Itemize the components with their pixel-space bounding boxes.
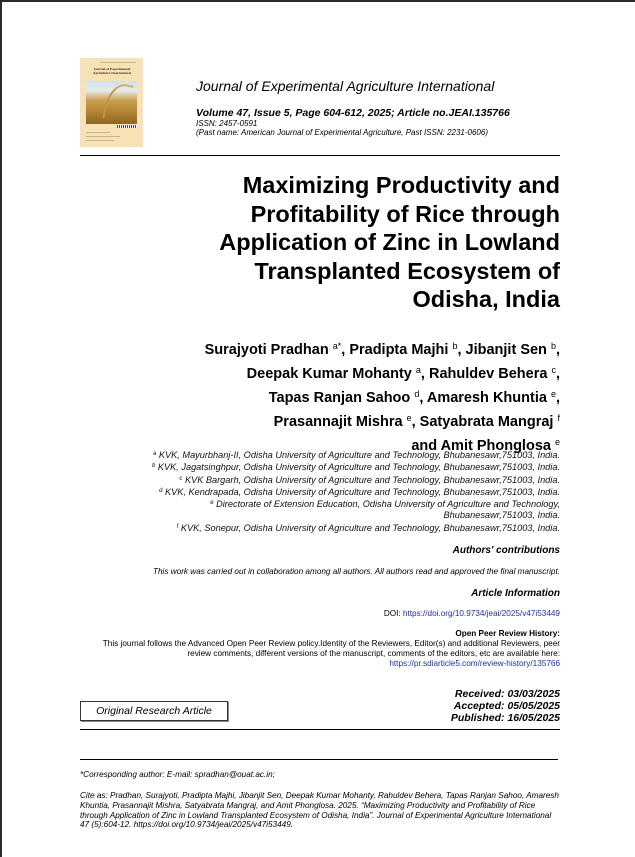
affiliation-marker: a*: [332, 341, 342, 351]
separator: ,: [555, 342, 560, 358]
author-line: [90, 408, 560, 432]
article-type-badge: Original Research Article: [80, 701, 228, 721]
volume-info: Volume 47, Issue 5, Page 604-612, 2025; Article no.JEAI.135766: [196, 107, 510, 119]
peer-review-link[interactable]: https://pr.sdiarticle5.com/review-history/135766: [389, 659, 560, 668]
title-line: Transplanted Ecosystem of: [254, 257, 560, 284]
affiliation-text: KVK, Mayurbhanj-II, Odisha University of Agriculture and Technology, Bhubanesawr,751003, India.: [158, 450, 560, 460]
affiliation-text: KVK Bargarh, Odisha University of Agriculture and Technology, Bhubanesawr,751003, India.: [184, 474, 560, 485]
dates-divider: [80, 729, 560, 730]
affiliations: [70, 449, 560, 534]
affiliation-marker: d: [414, 389, 420, 399]
separator: ,: [457, 342, 466, 358]
doi-label: DOI:: [383, 609, 403, 618]
affiliation-key: e: [210, 500, 214, 507]
cite-text: Pradhan, Surajyoti, Pradipta Majhi, Jibanjit Sen, Deepak Kumar Mohanty, Rahuldev Behera, Tapas Ranjan Sahoo, Amaresh Khuntia, Prasannajit Mishra, Satyabrata Mangraj, and Amit Phonglosa. 2025. “Maximizing Productivity and Profitability of Rice through Application of Zinc in Lowland Transplanted Ecosystem of Odisha, India”. Journal of Experimental Agriculture International 47 (5):604-12. https://doi.org/10.9734/jeai/2025/v47i53449.: [80, 791, 559, 830]
affiliation-marker: a: [415, 365, 421, 375]
affiliation-key: a: [153, 451, 157, 457]
separator: ,: [419, 390, 427, 406]
cite-label: Cite as:: [80, 791, 108, 800]
author-name: and Amit Phonglosa: [411, 438, 551, 454]
journal-cover-image: [80, 58, 143, 147]
separator: ,: [555, 366, 560, 382]
header-divider: [80, 155, 560, 156]
affiliation-marker: e: [550, 389, 556, 399]
affiliation-key: d: [159, 487, 163, 494]
author-name: Pradipta Majhi: [349, 342, 449, 358]
cover-barcode: [117, 125, 137, 128]
affiliation-marker: c: [551, 365, 556, 375]
journal-name: Journal of Experimental Agriculture International: [196, 78, 495, 94]
separator: ,: [411, 414, 420, 430]
peer-review-heading: Open Peer Review History:: [455, 629, 560, 638]
publication-dates: [451, 688, 560, 724]
peer-review-text: [60, 639, 560, 669]
affiliation-text: KVK, Kendrapada, Odisha University of Agriculture and Technology, Bhubanesawr,751003, India.: [165, 486, 560, 497]
affiliation-marker: b: [550, 341, 556, 351]
affiliation-text: KVK, Sonepur, Odisha University of Agriculture and Technology, Bhubanesawr,751003, India.: [180, 522, 560, 533]
title-line: Profitability of Rice through: [250, 200, 560, 227]
cover-title: Journal of Experimental Agriculture International: [92, 67, 132, 75]
author-line: [90, 384, 560, 408]
title-line: Application of Zinc in Lowland: [219, 229, 560, 255]
affiliation-marker: e: [554, 437, 560, 447]
affiliation: [70, 474, 560, 486]
affiliation: [70, 498, 560, 510]
peer-review-line: review comments, different versions of the manuscript, comments of the editors, etc are available here:: [187, 649, 560, 658]
author-name: Satyabrata Mangraj: [419, 414, 554, 430]
cover-text-line: [86, 140, 114, 141]
footnote-divider: [80, 759, 558, 760]
past-name: (Past name: American Journal of Experimental Agriculture, Past ISSN: 2231-0606): [196, 128, 488, 137]
affiliation-marker: e: [406, 413, 412, 423]
author-name: Tapas Ranjan Sahoo: [268, 390, 411, 406]
affiliation-key: c: [179, 475, 183, 482]
title-line: Maximizing Productivity and: [242, 172, 560, 198]
author-name: Deepak Kumar Mohanty: [246, 366, 412, 382]
separator: ,: [420, 366, 429, 382]
author-line: [90, 360, 560, 384]
peer-review-line: This journal follows the Advanced Open Peer Review policy.Identity of the Reviewers, Editor(s) and additional Reviewers, peer: [102, 639, 560, 648]
affiliation-text: Directorate of Extension Education, Odisha University of Agriculture and Technology,: [216, 499, 560, 510]
contributions-text: This work was carried out in collaboration among all authors. All authors read and approved the final manuscript.: [152, 567, 560, 576]
affiliation-marker: f: [557, 413, 560, 423]
author-name: Rahuldev Behera: [428, 366, 548, 382]
affiliation-key: f: [176, 523, 179, 530]
contributions-heading: Authors' contributions: [452, 545, 560, 556]
author-list: [90, 336, 560, 456]
affiliation-text: KVK, Jagatsinghpur, Odisha University of Agriculture and Technology, Bhubanesawr,751003, India.: [157, 462, 560, 473]
wheat-icon: [102, 81, 133, 123]
cover-top-line: [100, 62, 136, 63]
received-date: Received: 03/03/2025: [454, 688, 560, 700]
separator: ,: [341, 342, 350, 358]
affiliation: [70, 486, 560, 498]
doi-line: [384, 609, 560, 618]
corresponding-author: *Corresponding author: E-mail: spradhan@ouat.ac.in;: [80, 770, 275, 779]
affiliation-continued: Bhubanesawr,751003, India.: [443, 510, 560, 521]
affiliation: [70, 449, 560, 461]
doi-link[interactable]: https://doi.org/10.9734/jeai/2025/v47i53449: [402, 609, 560, 618]
separator: ,: [555, 390, 560, 406]
author-name: Jibanjit Sen: [465, 342, 547, 358]
cover-text-line: [86, 136, 120, 137]
published-date: Published: 16/05/2025: [450, 712, 560, 724]
issn: ISSN: 2457-0591: [196, 119, 258, 128]
cover-wheat-photo: [86, 81, 137, 124]
affiliation-key: b: [151, 463, 156, 470]
cover-text-line: [86, 132, 110, 133]
author-name: Amaresh Khuntia: [426, 390, 547, 406]
affiliation: [70, 522, 560, 534]
author-name: Surajyoti Pradhan: [204, 342, 329, 358]
author-line: [90, 336, 560, 360]
author-name: Prasannajit Mishra: [273, 414, 403, 430]
article-info-heading: Article Information: [471, 588, 560, 599]
article-title: [140, 171, 560, 314]
title-line: Odisha, India: [412, 286, 560, 312]
affiliation-marker: b: [452, 341, 458, 351]
affiliation: [70, 461, 560, 473]
citation: [80, 791, 560, 830]
accepted-date: Accepted: 05/05/2025: [453, 700, 560, 712]
